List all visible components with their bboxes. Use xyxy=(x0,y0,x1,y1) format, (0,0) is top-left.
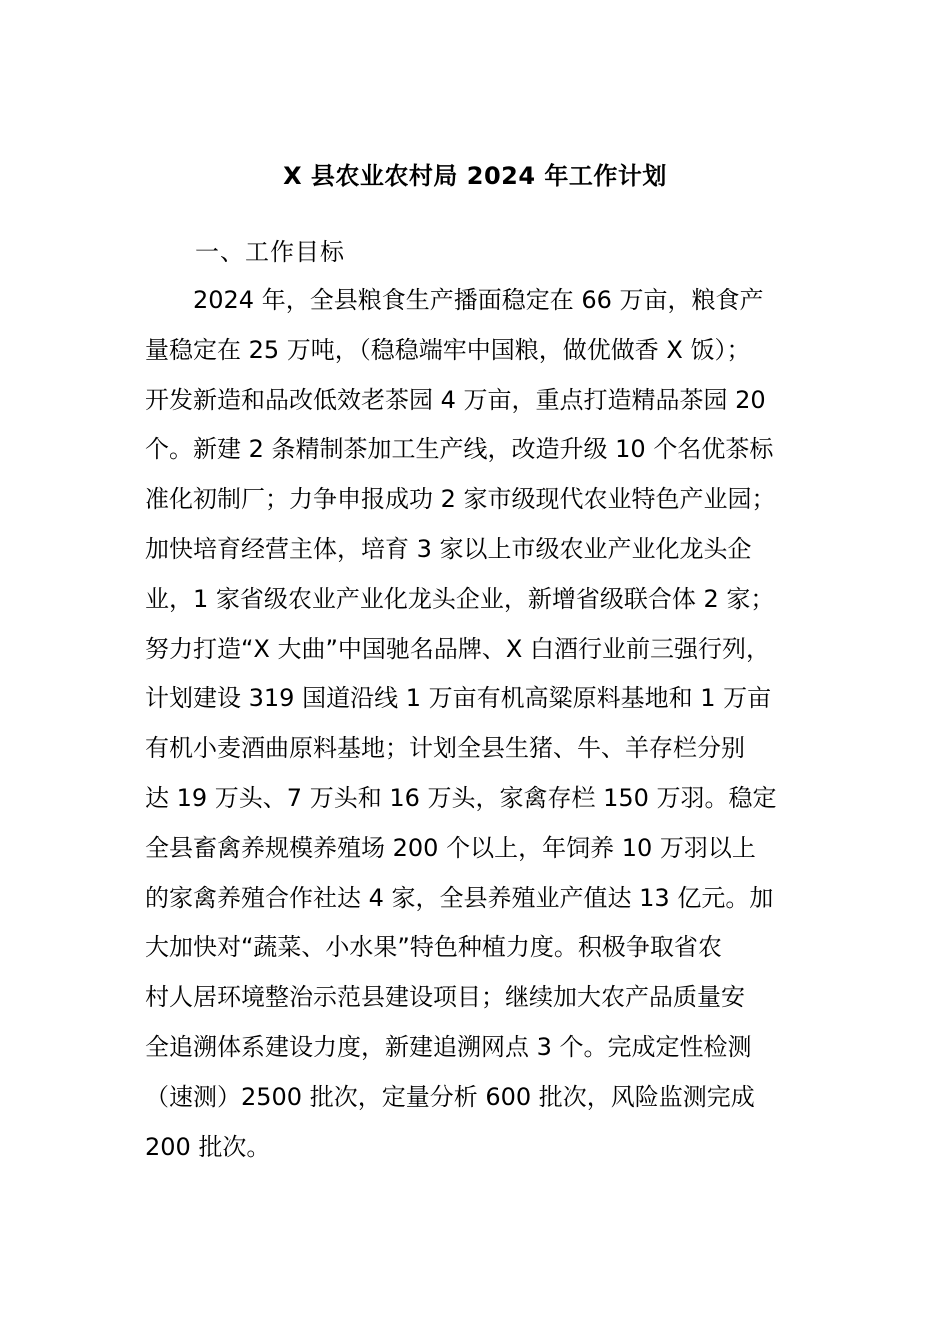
body-paragraph xyxy=(145,280,845,1176)
paragraph-line: 达 19 万头、7 万头和 16 万头，家禽存栏 150 万羽。稳定 xyxy=(145,783,777,812)
document-title: X 县农业农村局 2024 年工作计划 xyxy=(283,162,667,190)
paragraph-line: 全县畜禽养规模养殖场 200 个以上，年饲养 10 万羽以上 xyxy=(145,833,756,862)
paragraph-line: 全追溯体系建设力度，新建追溯网点 3 个。完成定性检测 xyxy=(145,1032,752,1061)
paragraph-line: 努力打造“X 大曲”中国驰名品牌、X 白酒行业前三强行列， xyxy=(145,634,771,663)
paragraph-line: 有机小麦酒曲原料基地；计划全县生猪、牛、羊存栏分别 xyxy=(145,734,745,763)
paragraph-line: 量稳定在 25 万吨，（稳稳端牢中国粮，做优做香 X 饭）； xyxy=(145,335,751,364)
paragraph-line: 个。新建 2 条精制茶加工生产线，改造升级 10 个名优茶标 xyxy=(145,435,774,464)
section-heading: 一、工作目标 xyxy=(195,238,345,266)
paragraph-line: 的家禽养殖合作社达 4 家，全县养殖业产值达 13 亿元。加 xyxy=(145,883,774,912)
paragraph-line: 大加快对“蔬菜、小水果”特色种植力度。积极争取省农 xyxy=(145,933,722,962)
paragraph-line: 加快培育经营主体，培育 3 家以上市级农业产业化龙头企 xyxy=(145,534,752,563)
paragraph-line: 业，1 家省级农业产业化龙头企业，新增省级联合体 2 家； xyxy=(145,584,775,613)
paragraph-line: 村人居环境整治示范县建设项目；继续加大农产品质量安 xyxy=(145,983,745,1012)
paragraph-line: 开发新造和品改低效老茶园 4 万亩，重点打造精品茶园 20 xyxy=(145,385,766,414)
paragraph-line: 计划建设 319 国道沿线 1 万亩有机高粱原料基地和 1 万亩 xyxy=(145,684,772,713)
paragraph-line: 准化初制厂；力争申报成功 2 家市级现代农业特色产业园； xyxy=(145,485,776,514)
paragraph-line: 2024 年，全县粮食生产播面稳定在 66 万亩，粮食产 xyxy=(145,286,764,314)
paragraph-line: 200 批次。 xyxy=(145,1132,271,1161)
paragraph-line: （速测）2500 批次，定量分析 600 批次，风险监测完成 xyxy=(145,1082,755,1111)
